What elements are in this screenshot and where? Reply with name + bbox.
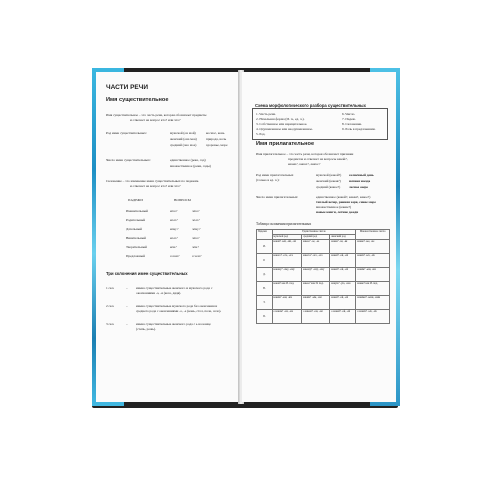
scheme-item: 5. Род. (256, 132, 266, 136)
case-name: Дательный (126, 227, 142, 231)
noun-definition-line1: Имя существительное – это часть речи, которая обозначает предметы (106, 113, 207, 117)
declension-2-line1: имена существительные мужского рода без окончания и (136, 304, 218, 308)
table-row (257, 309, 390, 323)
case-question-what: чем? (192, 245, 199, 249)
case-name: Именительный (126, 209, 148, 213)
table-cell: какого? -ого, -его (302, 253, 330, 267)
table-cell: каким? -ым, -им (302, 295, 330, 309)
table-cell-case: П. (257, 309, 273, 323)
table-row (257, 267, 390, 281)
table-cell: какого? -ого, -его (272, 253, 302, 267)
adj-gender-label-line1: Род имен прилагательных (256, 173, 294, 177)
table-header-plural: Множественное число (356, 230, 390, 240)
adj-gender-label-line2: (только в ед. ч.): (256, 178, 280, 182)
table-cell: какими? -ыми, -ими (356, 295, 390, 309)
adj-gender-masc: мужской (какой?) (316, 173, 342, 177)
table-cell-case: В. (257, 281, 273, 295)
adj-number-label: Число имен прилагательных: (256, 195, 299, 199)
table-row (257, 239, 390, 253)
table-cell-case: Р. (257, 253, 273, 267)
table-header-neut: средний род (302, 234, 330, 239)
table-cell: о каком? -ом, -ем (272, 309, 302, 323)
cases-header: ПАДЕЖИ (128, 198, 143, 202)
table-cell-case: Т. (257, 295, 273, 309)
table-cell-case: Д. (257, 267, 273, 281)
adj-number-singular: единственное (какой?, какая?, какое?) (316, 195, 371, 199)
table-cell: о каких? -ых, -их (356, 309, 390, 323)
table-header-masc: мужской род (272, 234, 302, 239)
number-label: Число имен существительных: (106, 158, 151, 162)
declension-3-number: 3 скл. (106, 322, 115, 326)
table-cell: какой? -ой, -ей (330, 267, 356, 281)
case-name: Творительный (126, 245, 147, 249)
table-header-case: Падежи (257, 230, 273, 240)
declension-1-number: 1 скл. (106, 286, 115, 290)
table-row (257, 281, 390, 295)
scheme-item: 3. Собственное или нарицательное. (256, 122, 308, 126)
table-cell: какую? -ую, -юю (330, 281, 356, 295)
table-row (257, 253, 390, 267)
number-plural: множественное (реки, сады) (170, 164, 211, 168)
table-row (257, 295, 390, 309)
adj-gender-neut-example: лесное озеро (349, 185, 369, 189)
case-name: Родительный (126, 218, 146, 222)
declension-3-line1: имена существительные женского рода с ь на конце (136, 322, 211, 326)
gender-masc: мужской (он мой) (170, 131, 196, 135)
adj-number-singular-example: теплый вечер, ранняя заря, синее море (316, 200, 376, 204)
declension-1-line2: окончаниями -а, -я (коза, дядя). (136, 291, 182, 295)
scheme-item: 6. Число. (342, 112, 356, 116)
right-page (242, 72, 396, 402)
adj-gender-neut: средний (какое?) (316, 185, 341, 189)
adj-number-plural: множественное (какие?) (316, 205, 352, 209)
declension-definition-line2: и отвечает на вопрос кто? или что? (130, 184, 181, 188)
gender-label: Род имен существительных: (106, 131, 147, 135)
table-cell: каким? -ым, -им (356, 267, 390, 281)
noun-definition-line2: и отвечает на вопрос кто? или что? (130, 118, 181, 122)
table-cell: каких? -ых, -их (356, 253, 390, 267)
declension-2-line2: среднего рода с окончаниями -о, -е (конь, стол, поле, село). (136, 309, 222, 313)
case-question-who: кому? (170, 227, 179, 231)
adjective-table-title: Таблица склонения прилагательных (256, 222, 312, 226)
adjective-definition-line1: Имя прилагательное – это часть речи, которая обозначает признаки (256, 152, 354, 156)
table-cell: какой? -ый, -ий, -ой (272, 239, 302, 253)
scheme-item: 1. Часть речи. (256, 112, 276, 116)
adjective-heading: Имя прилагательное (256, 141, 315, 147)
case-question-who: кто? (170, 209, 178, 213)
table-cell: какое? как И. под. (302, 281, 330, 295)
table-header-singular: Единственное число (272, 230, 356, 235)
gender-neut: средний (оно мое) (170, 143, 197, 147)
case-question-what: чему? (192, 227, 201, 231)
table-cell: какой? -ой, -ей (330, 295, 356, 309)
adj-gender-fem-example: ночная звезда (349, 179, 371, 183)
case-question-who: кем? (170, 245, 177, 249)
scheme-heading: Схема морфологического разбора существительных (255, 103, 366, 108)
declension-2-number: 2 скл. (106, 304, 115, 308)
table-cell: какие? как И. под. (356, 281, 390, 295)
case-question-what: о чем? (192, 254, 202, 258)
left-page: ЧАСТИ РЕЧИ Имя существительное Имя существительное – это часть речи, которая обозначает предметы и отвечает на вопрос кто? или что? Род имен существительных: мужской (он мой) космос, конь женский (она моя) природа, ночь средний (оно мое) здоровье, море Число имен существительных: единственное (река, сад) множественное (реки, сады) Склонение – это изменение имен существительных по падежам. и отвечает на вопрос кто? или что? ПАДЕЖИ ВОПРОСЫ Именительный кто? что? Родительный кого? чего? Дательный кому? чему? Винительный кого? что? Творительный кем? чем? Предложный о ком? о чем? Три склонения имен существительных 1 скл. – имена существительные женского и мужского рода с окончаниями -а, -я (коза, дядя). 2 скл. – имена существительные мужского рода без окончания и среднего рода с окончаниями -о, -е (конь, стол, поле, село). 3 скл. – имена существительные женского рода с ь на конце (степь, рожь). (96, 72, 240, 402)
adj-number-plural-example: новые книги, летние дожди (316, 210, 359, 214)
case-question-who: кого? (170, 218, 178, 222)
table-cell-case: И. (257, 239, 273, 253)
case-question-what: чего? (192, 218, 200, 222)
table-cell: каким? -ым, -им (272, 295, 302, 309)
table-cell: какой? -ой, -ей (330, 253, 356, 267)
questions-header: ВОПРОСЫ (174, 198, 191, 202)
scheme-item: 2. Начальная форма (И. п., ед. ч.). (256, 117, 305, 121)
declension-1-line1: имена существительные женского и мужского рода с (136, 286, 213, 290)
case-name: Предложный (126, 254, 145, 258)
scheme-item: 4. Одушевленное или неодушевленное. (256, 127, 313, 131)
table-cell: о какой? -ой, -ей (330, 309, 356, 323)
table-cell: какой? как И. под. (272, 281, 302, 295)
table-cell: о каком? -ом, -ем (302, 309, 330, 323)
case-question-who: кого? (170, 236, 178, 240)
gender-masc-example: космос, конь (206, 131, 225, 135)
gender-neut-example: здоровье, море (206, 143, 228, 147)
case-question-what: что? (192, 236, 200, 240)
table-cell: какому? -ому, -ему (272, 267, 302, 281)
declension-definition-line1: Склонение – это изменение имен существительных по падежам. (106, 179, 200, 183)
page-title: ЧАСТИ РЕЧИ (106, 84, 148, 91)
table-cell: какая? -ая, -яя (330, 239, 356, 253)
scheme-item: 7. Падеж. (342, 117, 356, 121)
adjective-definition-line2: предметов и отвечает на вопросы какой?, (288, 157, 348, 161)
table-header-fem: женский род (330, 234, 356, 239)
table-cell: какое? -ое, -ее (302, 239, 330, 253)
number-singular: единственное (река, сад) (170, 158, 206, 162)
declension-3-line2: (степь, рожь). (136, 327, 156, 331)
noun-heading: Имя существительное (106, 97, 169, 103)
case-question-what: что? (192, 209, 200, 213)
case-name: Винительный (126, 236, 146, 240)
adj-gender-fem: женский (какая?) (316, 179, 341, 183)
gender-fem: женский (она моя) (170, 137, 197, 141)
gender-fem-example: природа, ночь (206, 137, 227, 141)
table-cell: какие? -ые, -ие (356, 239, 390, 253)
adjective-definition-line3: какая?, какое?, какие? (288, 162, 321, 166)
three-declensions-heading: Три склонения имен существительных (106, 271, 188, 276)
scheme-item: 8. Склонение. (342, 122, 362, 126)
table-cell: какому? -ому, -ему (302, 267, 330, 281)
adj-gender-masc-example: солнечный день (349, 173, 374, 177)
case-question-who: о ком? (170, 254, 180, 258)
adjective-declension-table (256, 229, 390, 324)
scheme-item: 9. Роль в предложении. (342, 127, 376, 131)
